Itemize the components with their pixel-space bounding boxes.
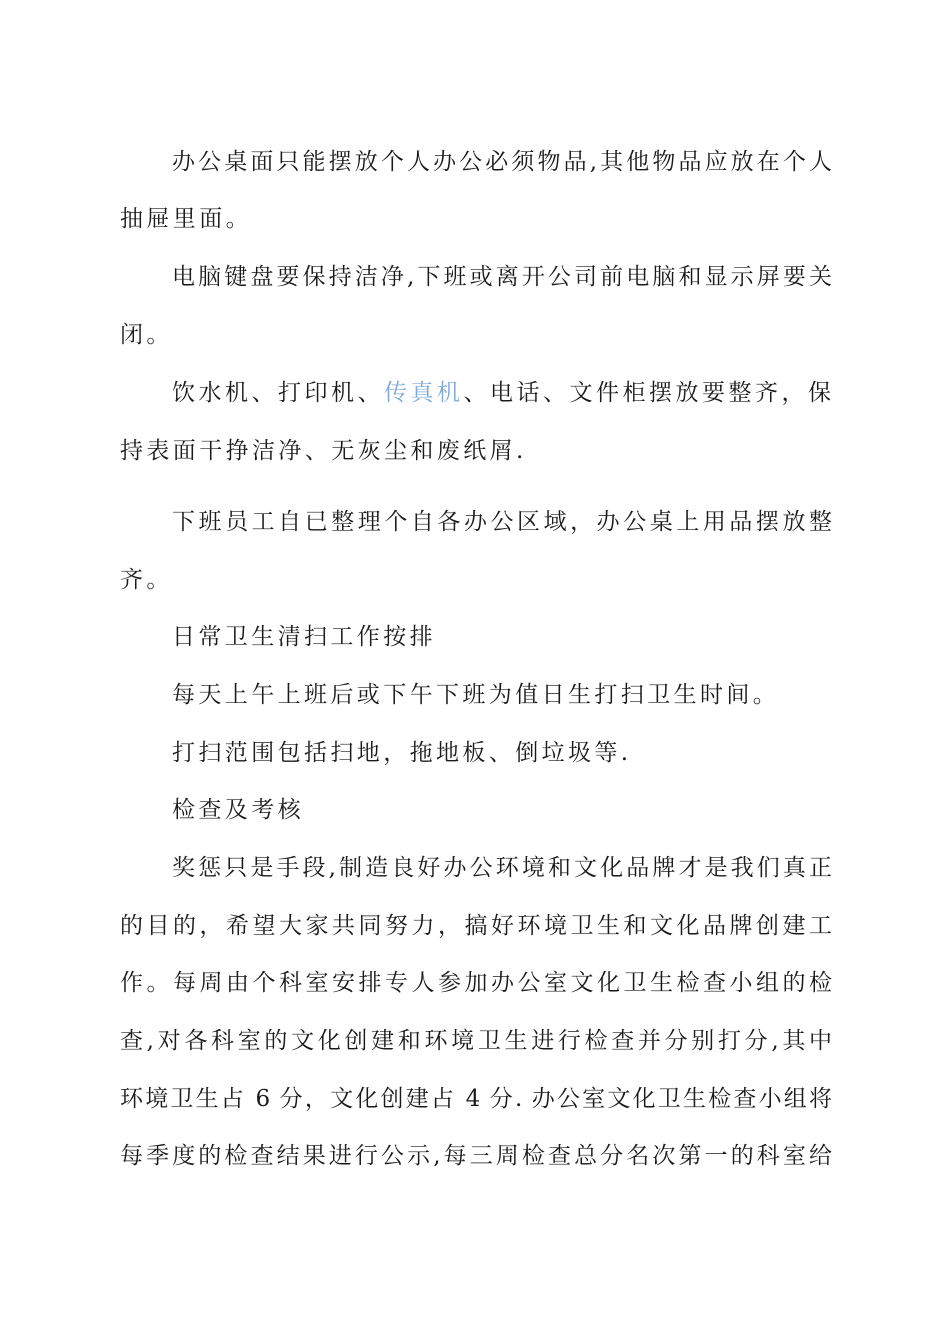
paragraph-inspection-line-5: 环境卫生占 6 分，文化创建占 4 分. 办公室文化卫生检查小组将 bbox=[120, 1086, 832, 1112]
paragraph-inspection-line-6: 每季度的检查结果进行公示,每三周检查总分名次第一的科室给 bbox=[120, 1143, 832, 1169]
paragraph-tidy-line-2: 齐。 bbox=[120, 567, 173, 593]
heading-daily-cleaning: 日常卫生清扫工作按排 bbox=[172, 624, 436, 650]
paragraph-cleaning-scope: 打扫范围包括扫地，拖地板、倒垃圾等. bbox=[172, 740, 632, 766]
paragraph-desk-line-2: 抽屉里面。 bbox=[120, 206, 252, 232]
equipment-text-after: 、电话、文件柜摆放要整齐，保 bbox=[463, 380, 835, 406]
paragraph-inspection-line-2: 的目的，希望大家共同努力，搞好环境卫生和文化品牌创建工 bbox=[120, 913, 832, 939]
paragraph-inspection-line-1: 奖惩只是手段,制造良好办公环境和文化品牌才是我们真正 bbox=[172, 855, 832, 881]
heading-inspection: 检查及考核 bbox=[172, 797, 304, 823]
paragraph-computer-line-1: 电脑键盘要保持洁净,下班或离开公司前电脑和显示屏要关 bbox=[172, 264, 832, 290]
paragraph-desk-line-1: 办公桌面只能摆放个人办公必须物品,其他物品应放在个人 bbox=[172, 149, 832, 175]
paragraph-cleaning-time: 每天上午上班后或下午下班为值日生打扫卫生时间。 bbox=[172, 682, 780, 708]
paragraph-inspection-line-3: 作。每周由个科室安排专人参加办公室文化卫生检查小组的检 bbox=[120, 970, 832, 996]
paragraph-inspection-line-4: 查,对各科室的文化创建和环境卫生进行检查并分别打分,其中 bbox=[120, 1028, 832, 1054]
fax-machine-link[interactable]: 传真机 bbox=[384, 380, 464, 406]
equipment-text-before: 饮水机、打印机、 bbox=[172, 380, 384, 406]
paragraph-computer-line-2: 闭。 bbox=[120, 322, 173, 348]
paragraph-equipment-line-1 bbox=[172, 378, 835, 408]
paragraph-equipment-line-2: 持表面干挣洁净、无灰尘和废纸屑. bbox=[120, 438, 527, 464]
paragraph-tidy-line-1: 下班员工自已整理个自各办公区域，办公桌上用品摆放整 bbox=[172, 509, 832, 535]
